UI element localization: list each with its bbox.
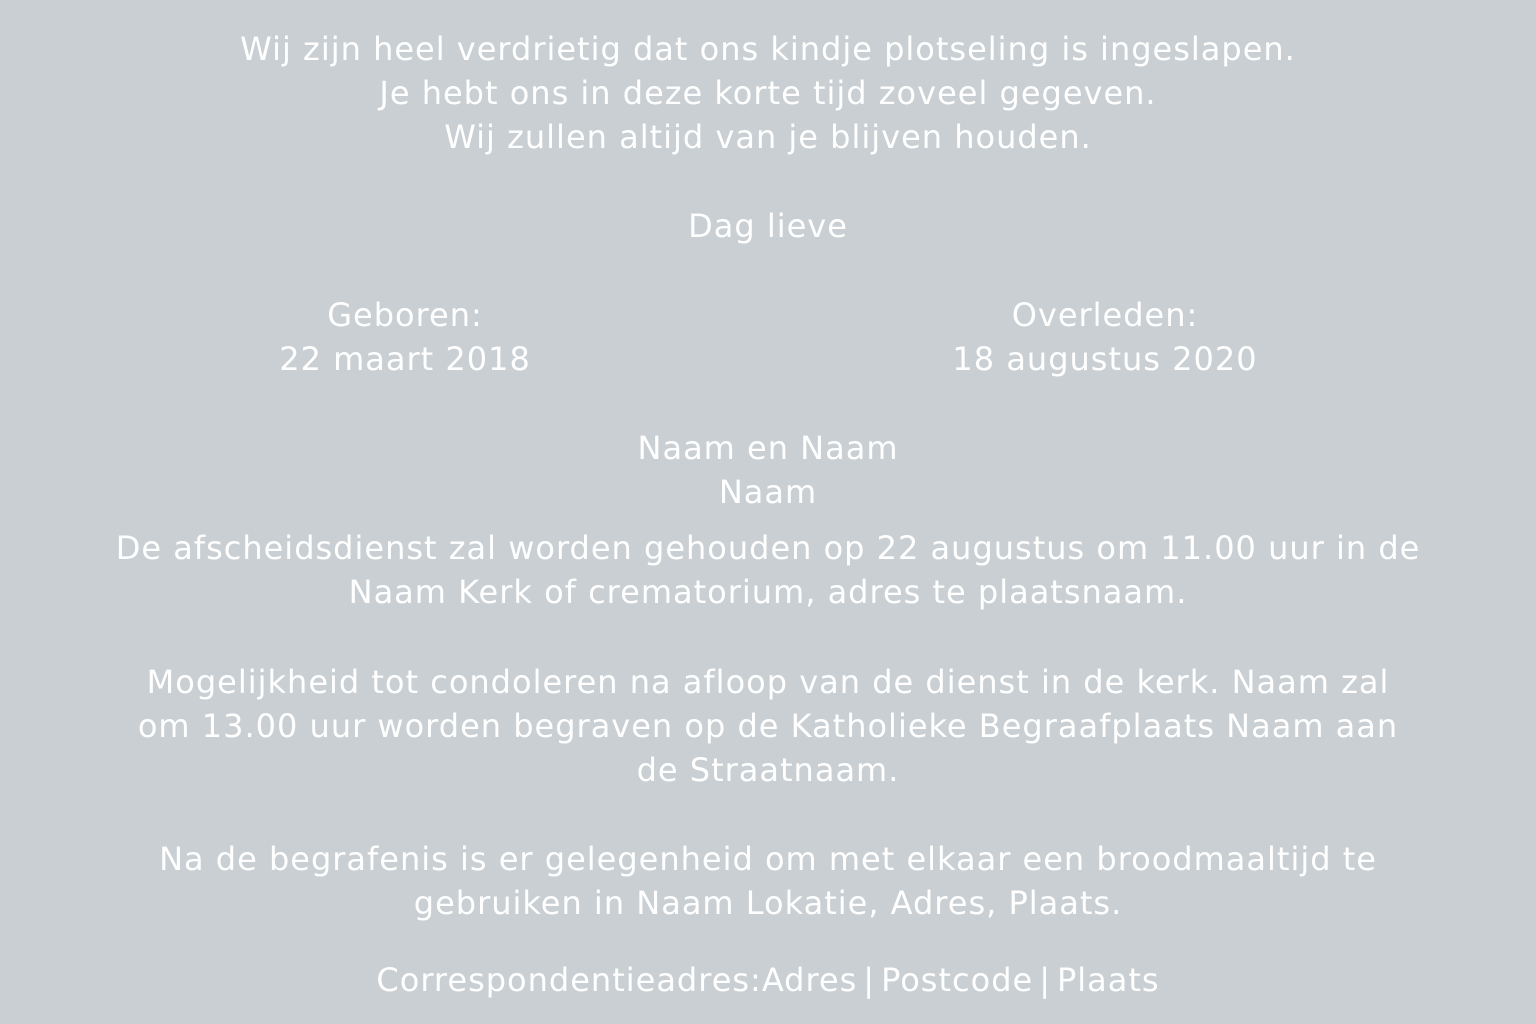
born-column bbox=[230, 293, 580, 381]
separator: | bbox=[1039, 961, 1051, 999]
condolence-line: de Straatnaam. bbox=[636, 751, 900, 789]
intro-line: Wij zullen altijd van je blijven houden. bbox=[444, 118, 1092, 156]
service-line: Naam Kerk of crematorium, adres te plaatsnaam. bbox=[348, 573, 1188, 611]
born-date: 22 maart 2018 bbox=[279, 340, 531, 378]
correspondence-city: Plaats bbox=[1056, 961, 1160, 999]
born-label: Geboren: bbox=[327, 296, 483, 334]
meal-paragraph bbox=[0, 837, 1536, 925]
service-line: De afscheidsdienst zal worden gehouden op 22 augustus om 11.00 uur in de bbox=[115, 529, 1421, 567]
correspondence-postcode: Postcode bbox=[881, 961, 1034, 999]
died-label: Overleden: bbox=[1011, 296, 1199, 334]
separator: | bbox=[863, 961, 876, 999]
died-column bbox=[905, 293, 1305, 381]
service-paragraph bbox=[0, 526, 1536, 614]
correspondence-street: Adres bbox=[761, 961, 858, 999]
correspondence-label: Correspondentieadres: bbox=[376, 961, 762, 999]
farewell-text bbox=[0, 204, 1536, 248]
intro-line: Wij zijn heel verdrietig dat ons kindje plotseling is ingeslapen. bbox=[240, 30, 1296, 68]
condolence-line: om 13.00 uur worden begraven op de Katholieke Begraafplaats Naam aan bbox=[137, 707, 1399, 745]
condolence-paragraph bbox=[0, 660, 1536, 792]
meal-line: gebruiken in Naam Lokatie, Adres, Plaats. bbox=[413, 884, 1123, 922]
farewell-line: Dag lieve bbox=[688, 207, 848, 245]
parents-line: Naam bbox=[718, 473, 818, 511]
intro-line: Je hebt ons in deze korte tijd zoveel gegeven. bbox=[379, 74, 1157, 112]
condolence-line: Mogelijkheid tot condoleren na afloop van de dienst in de kerk. Naam zal bbox=[146, 663, 1390, 701]
parents-names bbox=[0, 426, 1536, 514]
meal-line: Na de begrafenis is er gelegenheid om met elkaar een broodmaaltijd te bbox=[159, 840, 1377, 878]
died-date: 18 augustus 2020 bbox=[952, 340, 1258, 378]
correspondence-line bbox=[0, 958, 1536, 1002]
intro-text bbox=[0, 27, 1536, 159]
correspondence-address bbox=[0, 958, 1536, 1002]
parents-line: Naam en Naam bbox=[637, 429, 899, 467]
